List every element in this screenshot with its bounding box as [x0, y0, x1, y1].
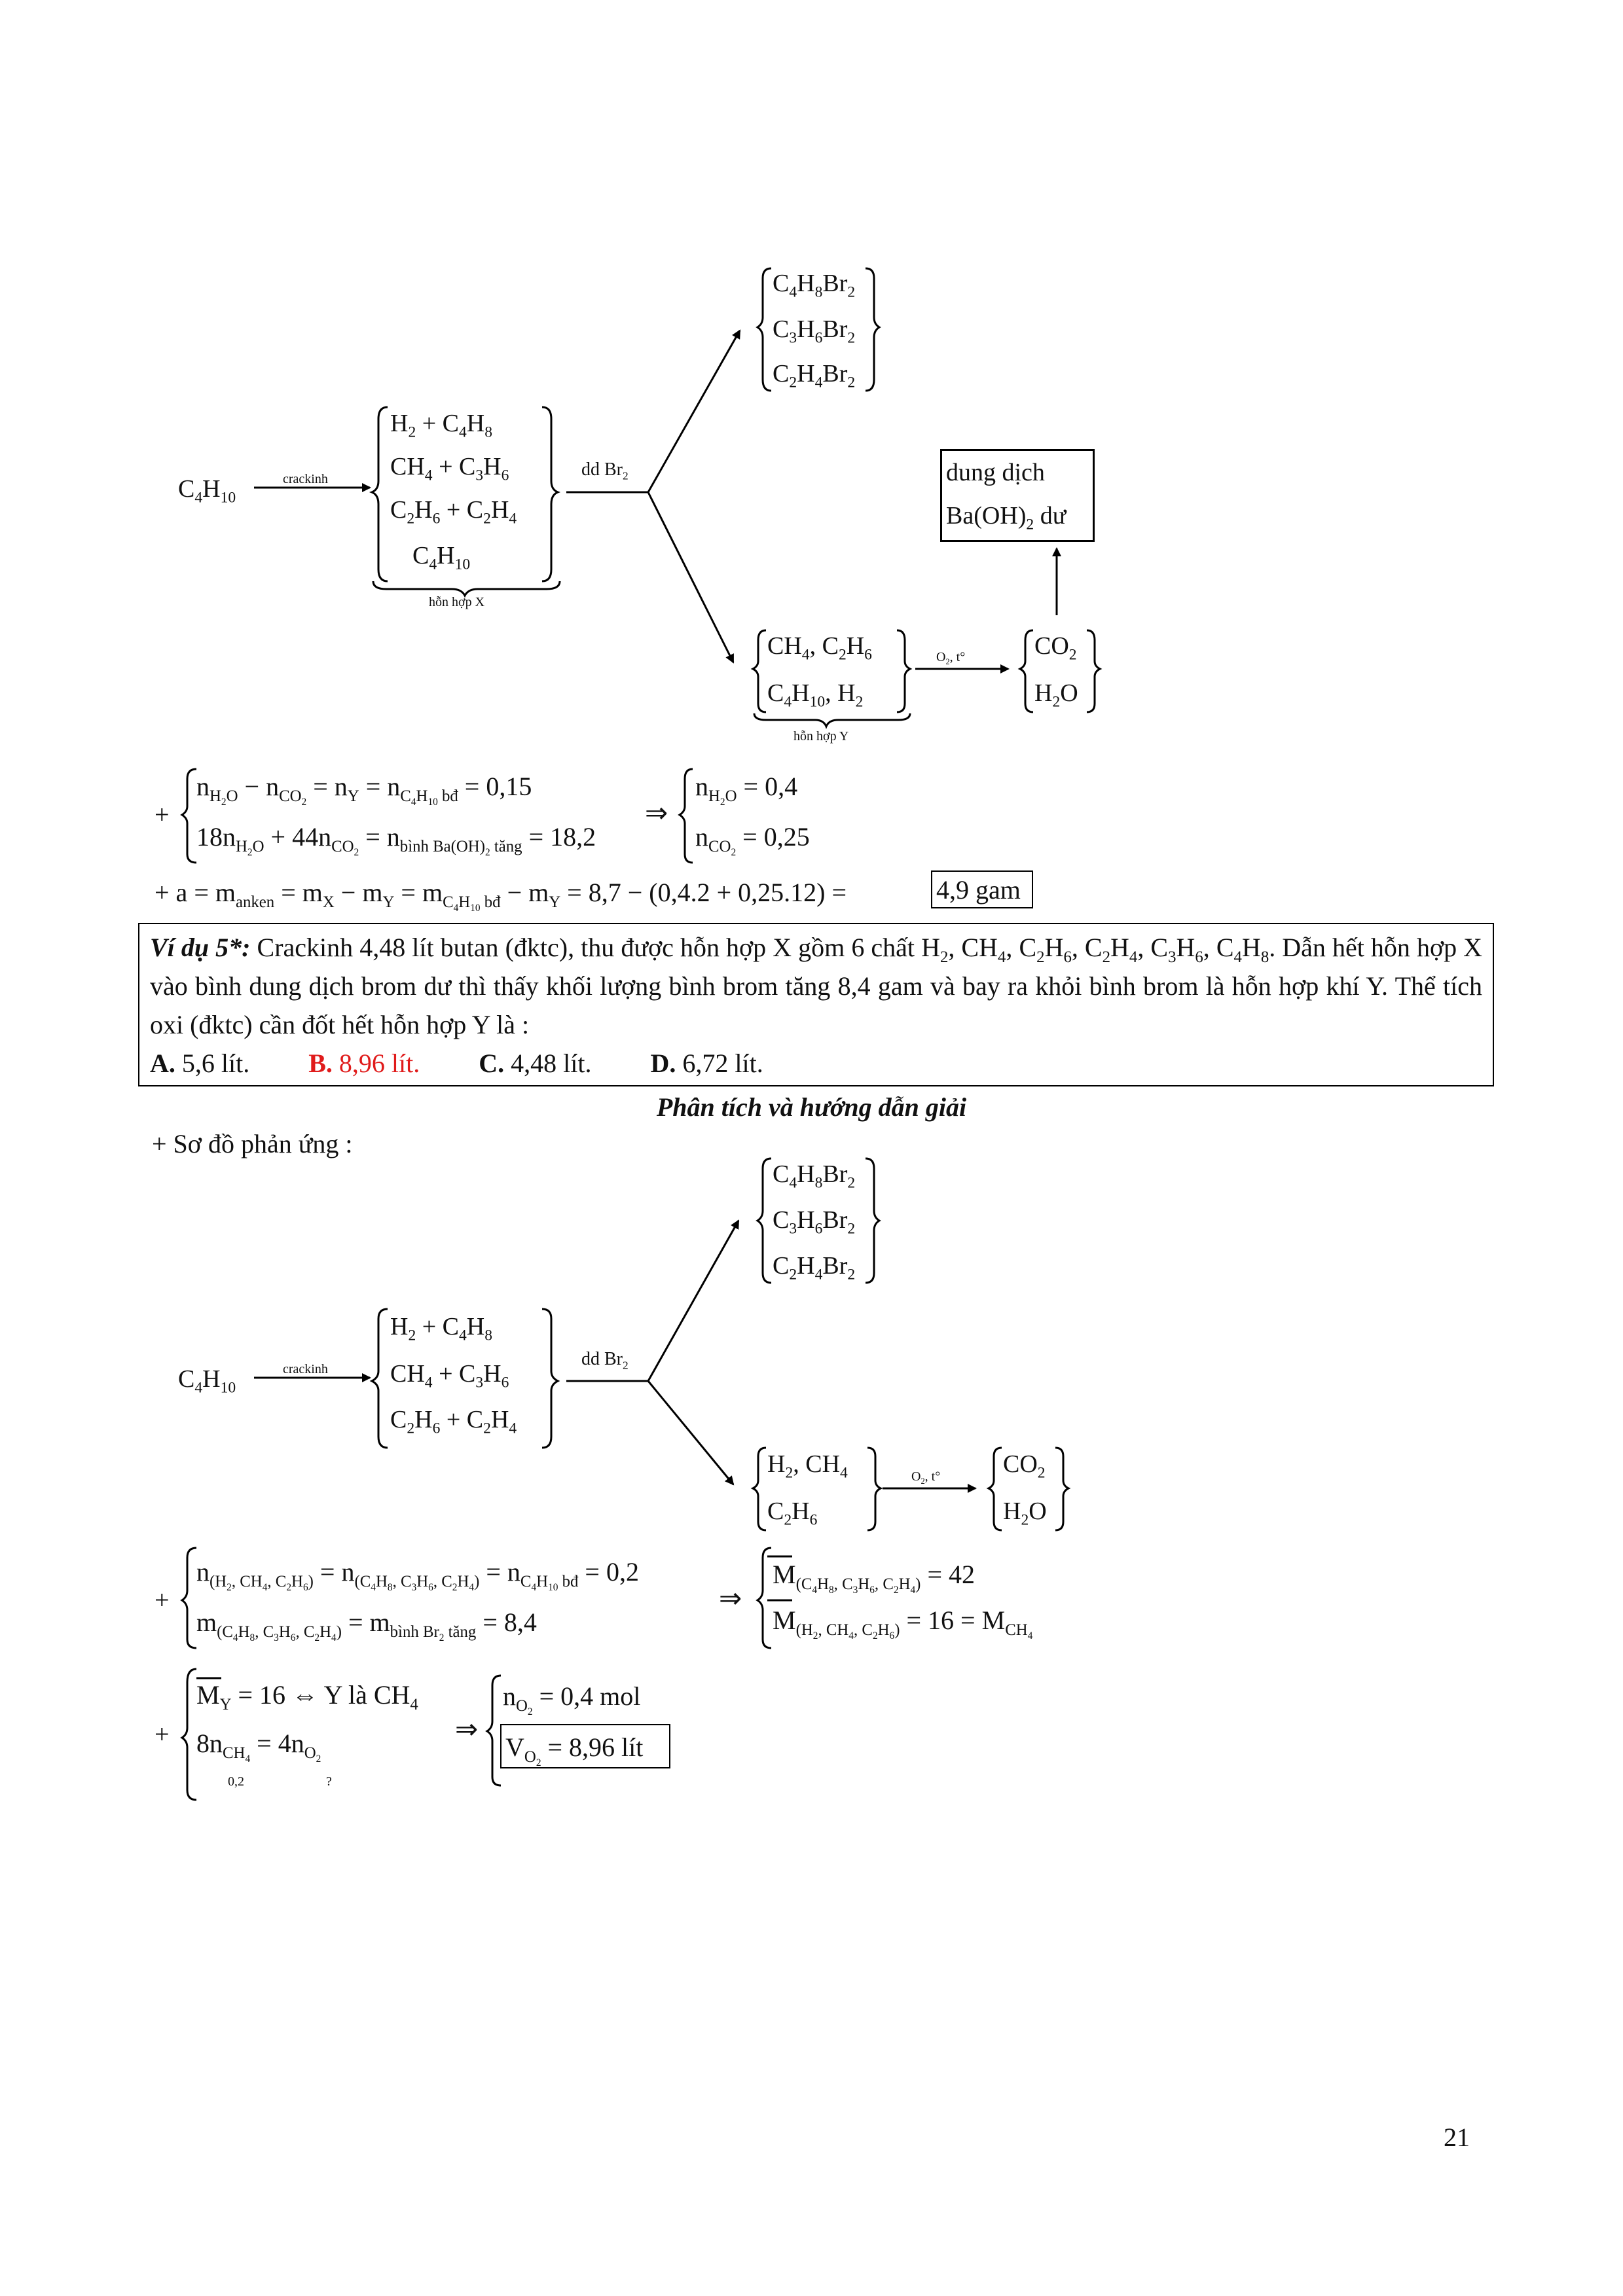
dd-br2-label-2: dd $Br_2$ [581, 1349, 629, 1372]
crackinh-label-1: crackinh [283, 472, 328, 486]
arrow-down-1 [648, 492, 733, 662]
example-5-text: Crackinh 4,48 lít butan (đktc), thu được hỗn hợp X gồm 6 chất $H_2$, $CH_4$, $C_2H_6$, $C_2H_4$, $C_3H_6$, $C_4H_8$. Dẫn hết hỗn hợp X vào bình dung dịch brom dư thì thấy khối lượng bình brom tăng 8,4 gam và bay ra khỏi bình brom là hỗn hợp khí Y. Thể tích oxi (đktc) cần đốt hết hỗn hợp Y là : [150, 933, 1483, 1039]
mixture-y-line-1: $CH_4$, $C_2H_6$ [767, 632, 872, 664]
baoh2-box [940, 449, 1095, 542]
implies-arrow-2: ⇒ [719, 1584, 742, 1614]
sys1-line-2: $18n_{H_2O} + 44n_{CO_2} = n_{bình Ba(OH)_2 tăng} = 18,2$ [196, 822, 596, 858]
underbrace-x [373, 581, 560, 596]
combustion-label-2: $O_2$, t° [911, 1469, 941, 1486]
crackinh-label-2: crackinh [283, 1362, 328, 1376]
sys3-under-2: ? [326, 1774, 332, 1789]
bromide-3: $C_2H_4Br_2$ [773, 360, 856, 391]
arrow-up-1 [648, 331, 740, 492]
mixture-x-label: hỗn hợp X [429, 595, 485, 609]
intro-line: + Sơ đồ phản ứng : [152, 1129, 353, 1158]
mixture-x-line-2: $CH_4 + C_3H_6$ [390, 453, 509, 484]
sys1-line-1: $n_{H_2O} - n_{CO_2} = n_Y = n_{C_4H_{10} bđ} = 0,15$ [196, 772, 532, 808]
answer-box-2 [500, 1724, 670, 1768]
mixture-x-line-1: $H_2 + C_4H_8$ [390, 410, 493, 441]
bromide2-3: $C_2H_4Br_2$ [773, 1252, 856, 1283]
reactant-c4h10-2: $C_4H_{10}$ [178, 1365, 236, 1397]
bromide2-1: $C_4H_8Br_2$ [773, 1160, 856, 1192]
sys2-line-1: $n_{(H_2, CH_4, C_2H_6)} = n_{(C_4H_8, C_3H_6, C_2H_4)} = n_{C_4H_{10} bđ} = 0,2$ [196, 1557, 639, 1593]
brace-left-x [372, 407, 388, 581]
mixture2-line-1: $H_2 + C_4H_8$ [390, 1313, 493, 1344]
plus-sign-2: + [155, 1585, 170, 1615]
mixture-y-line-2: $C_4H_{10}$, $H_2$ [767, 679, 864, 711]
answer-box-1 [931, 870, 1033, 908]
brace-right-x [542, 407, 558, 581]
implies-arrow-3: ⇒ [455, 1715, 479, 1745]
combustion-label-1: $O_2$, t° [936, 650, 966, 666]
res2-line-1: $M_{(C_4H_8, C_3H_6, C_2H_4)} = 42$ [773, 1560, 975, 1596]
line-a: + $a = m_{anken} = m_X - m_Y = m_{C_4H_{10} bđ} - m_Y = 8,7 - (0,4.2 + 0,25.12)$ = [155, 878, 847, 914]
reactant-c4h10-1: $C_4H_{10}$ [178, 475, 236, 507]
sys3-line-2: $8n_{CH_4} = 4n_{O_2}$ [196, 1729, 321, 1765]
underbrace-y [754, 713, 910, 726]
baoh2-line-1: dung dịch [946, 459, 1045, 486]
implies-arrow-1: ⇒ [645, 798, 668, 829]
res1-line-2: $n_{CO_2} = 0,25$ [695, 822, 810, 858]
res2-line-2: $M_{(H_2, CH_4, C_2H_6)} = 16 = M_{CH_4}$ [773, 1605, 1033, 1641]
plus-sign-1: + [155, 800, 170, 829]
option-c: C. 4,48 lít. [479, 1049, 592, 1078]
product-co2-1: $CO_2$ [1034, 632, 1077, 664]
gases2-line-1: $H_2$, $CH_4$ [767, 1450, 848, 1482]
baoh2-line-2: $Ba(OH)_2$ dư [946, 502, 1067, 533]
bromide-1: $C_4H_8Br_2$ [773, 270, 856, 301]
sys3-under-1: 0,2 [228, 1774, 244, 1789]
product-h2o-1: $H_2O$ [1034, 679, 1078, 711]
res1-line-1: $n_{H_2O} = 0,4$ [695, 772, 798, 808]
mixture2-line-2: $CH_4 + C_3H_6$ [390, 1360, 509, 1391]
res3-answer: $V_{O_2} = 8,96$ lít [505, 1732, 644, 1768]
mixture2-line-3: $C_2H_6 + C_2H_4$ [390, 1406, 517, 1437]
product-h2o-2: $H_2O$ [1003, 1498, 1047, 1529]
sys3-line-1: $M_Y = 16$ ⇔ Y là $CH_4$ [196, 1680, 418, 1713]
answer-1: 4,9 gam [936, 875, 1021, 905]
option-a: A. 5,6 lít. [150, 1049, 250, 1078]
mixture-x-line-4: $C_4H_{10}$ [412, 542, 471, 573]
plus-sign-3: + [155, 1719, 170, 1749]
option-d: D. 6,72 lít. [650, 1049, 763, 1078]
page-number: 21 [1444, 2123, 1470, 2152]
section-heading: Phân tích và hướng dẫn giải [656, 1092, 967, 1122]
mixture-y-label: hỗn hợp Y [793, 729, 849, 744]
example-5-label: Ví dụ 5*: [150, 933, 251, 962]
sys2-line-2: $m_{(C_4H_8, C_3H_6, C_2H_4)} = m_{bình Br_2 tăng} = 8,4$ [196, 1607, 537, 1643]
mixture-x-line-3: $C_2H_6 + C_2H_4$ [390, 496, 517, 528]
example-5-options [150, 1044, 1482, 1083]
gases2-line-2: $C_2H_6$ [767, 1498, 818, 1529]
bromide-2: $C_3H_6Br_2$ [773, 315, 856, 347]
example-5-box [138, 923, 1494, 1086]
res3-line-1: $n_{O_2} = 0,4$ mol [503, 1681, 641, 1717]
product-co2-2: $CO_2$ [1003, 1450, 1046, 1482]
option-b: B. 8,96 lít. [308, 1049, 420, 1078]
dd-br2-label-1: dd $Br_2$ [581, 459, 629, 482]
bromide2-2: $C_3H_6Br_2$ [773, 1206, 856, 1238]
